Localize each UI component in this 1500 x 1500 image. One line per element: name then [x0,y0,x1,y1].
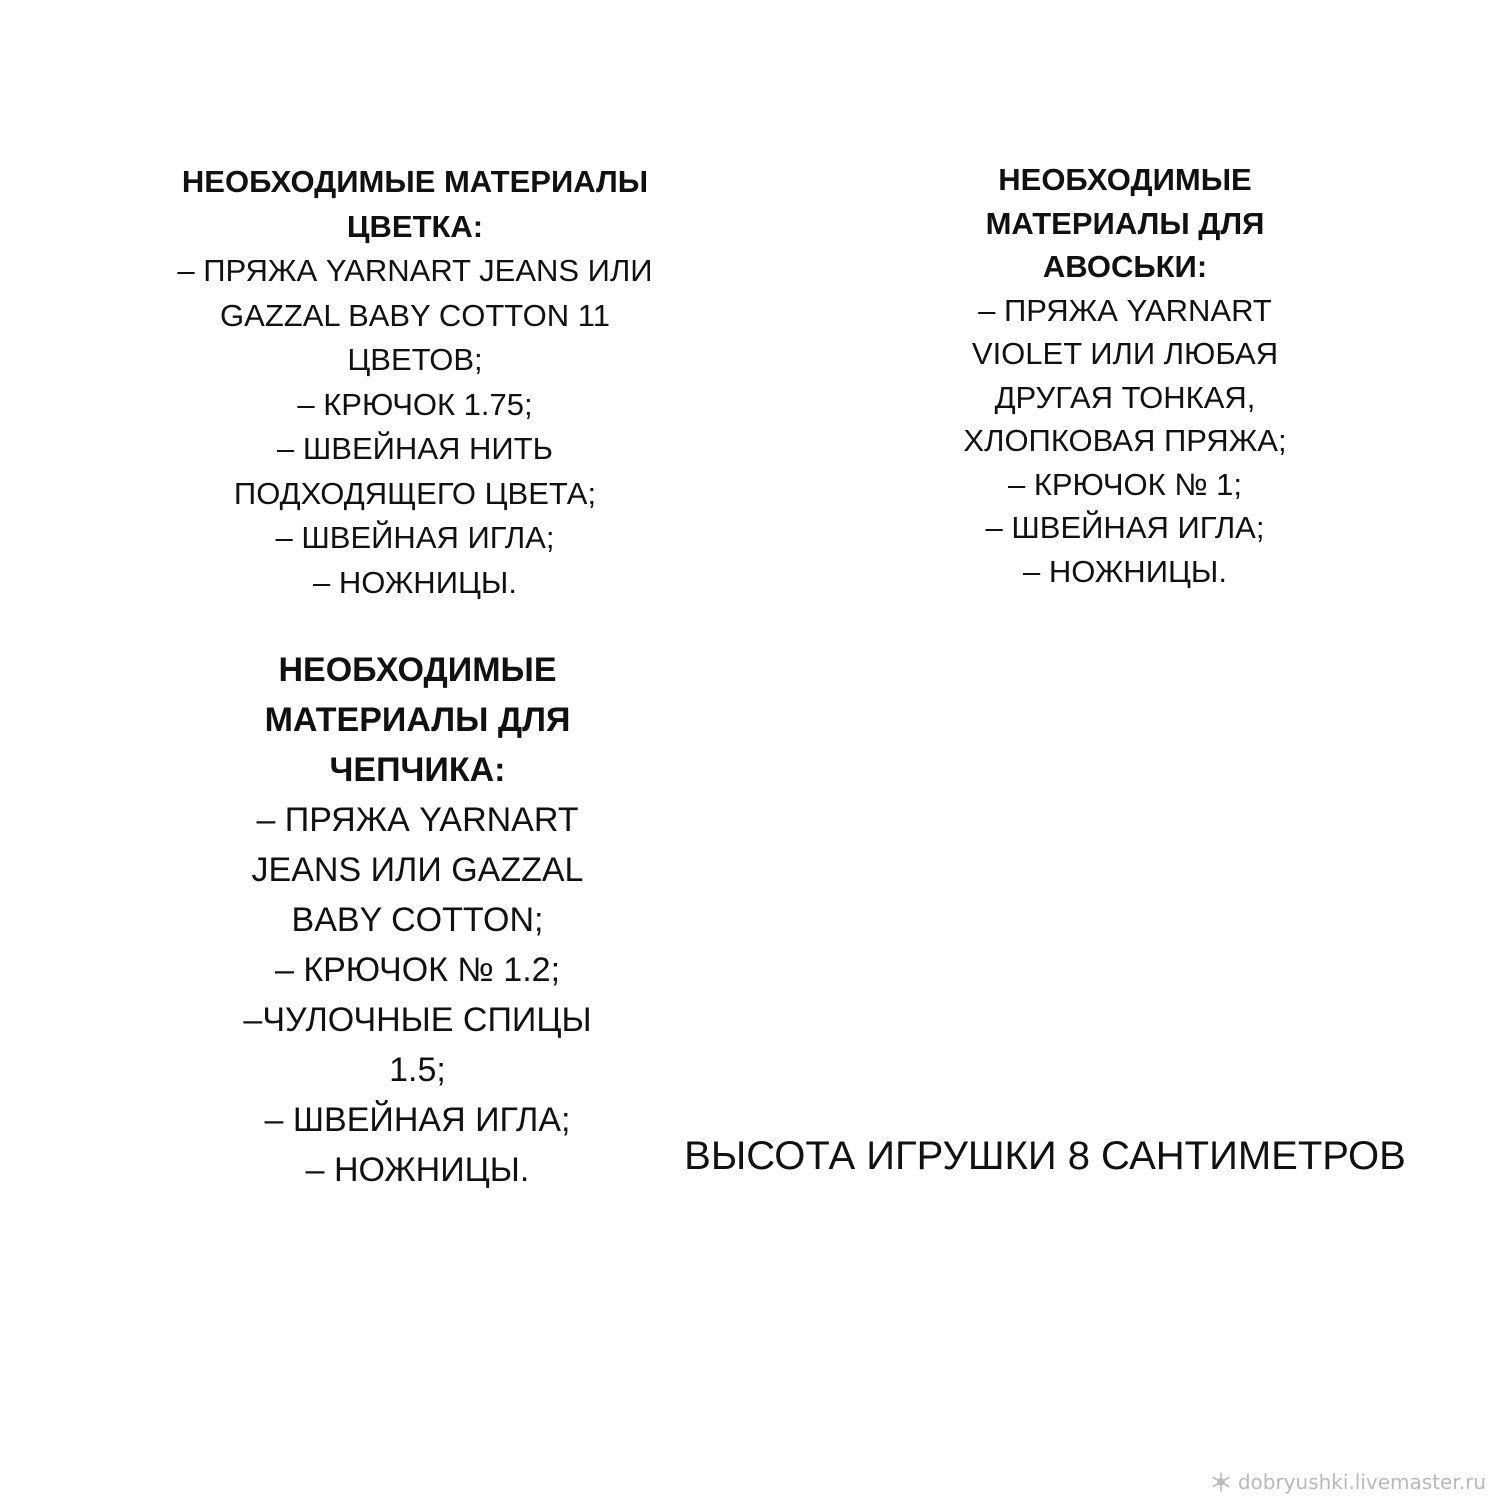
bonnet-item: –ЧУЛОЧНЫЕ СПИЦЫ [243,1001,592,1039]
watermark-text: dobryushki.livemaster.ru [1237,1470,1486,1494]
avoska-heading-line-2: МАТЕРИАЛЫ ДЛЯ [985,205,1265,241]
bonnet-heading-line-1: НЕОБХОДИМЫЕ [278,651,557,689]
bonnet-item: 1.5; [389,1051,446,1089]
bonnet-item: – КРЮЧОК № 1.2; [274,951,561,989]
snowflake-icon [1210,1471,1232,1493]
flower-item: – ШВЕЙНАЯ НИТЬ [277,431,553,466]
avoska-item: ДРУГАЯ ТОНКАЯ, [994,379,1256,415]
avoska-heading-line-3: АВОСЬКИ: [1042,249,1208,284]
bonnet-item: JEANS ИЛИ GAZZAL [251,851,584,889]
toy-height-note: ВЫСОТА ИГРУШКИ 8 САНТИМЕТРОВ [684,1134,1406,1178]
bonnet-item: – ШВЕЙНАЯ ИГЛА; [264,1101,571,1139]
flower-item: GAZZAL BABY COTTON 11 [220,297,610,333]
bonnet-heading-line-3: ЧЕПЧИКА: [329,751,506,789]
avoska-heading-line-1: НЕОБХОДИМЫЕ [998,162,1252,197]
avoska-item: VIOLET ИЛИ ЛЮБАЯ [971,336,1279,371]
flower-item: – ШВЕЙНАЯ ИГЛА; [275,520,555,555]
avoska-item: – КРЮЧОК № 1; [1007,466,1243,502]
avoska-item: – ШВЕЙНАЯ ИГЛА; [985,510,1265,545]
avoska-item: – НОЖНИЦЫ. [1023,553,1227,589]
avoska-item: – ПРЯЖА YARNART [978,292,1272,328]
flower-item: – КРЮЧОК 1.75; [297,386,533,422]
flower-item: – ПРЯЖА YARNART JEANS ИЛИ [177,253,653,288]
bonnet-item: – ПРЯЖА YARNART [256,801,579,839]
flower-heading-line-1: НЕОБХОДИМЫЕ МАТЕРИАЛЫ [181,164,649,199]
bonnet-item: BABY COTTON; [291,901,544,939]
bonnet-heading-line-2: МАТЕРИАЛЫ ДЛЯ [264,701,571,739]
flower-item: – НОЖНИЦЫ. [313,564,517,600]
avoska-materials-block [940,158,1310,593]
avoska-item: ХЛОПКОВАЯ ПРЯЖА; [963,423,1287,458]
flower-item: ПОДХОДЯЩЕГО ЦВЕТА; [233,475,597,511]
bonnet-item: – НОЖНИЦЫ. [305,1151,530,1189]
flower-materials-block [150,160,680,605]
bonnet-materials-block [200,645,635,1195]
watermark [1210,1470,1486,1494]
flower-heading-line-2: ЦВЕТКА: [346,208,484,244]
flower-item: ЦВЕТОВ; [347,342,483,377]
